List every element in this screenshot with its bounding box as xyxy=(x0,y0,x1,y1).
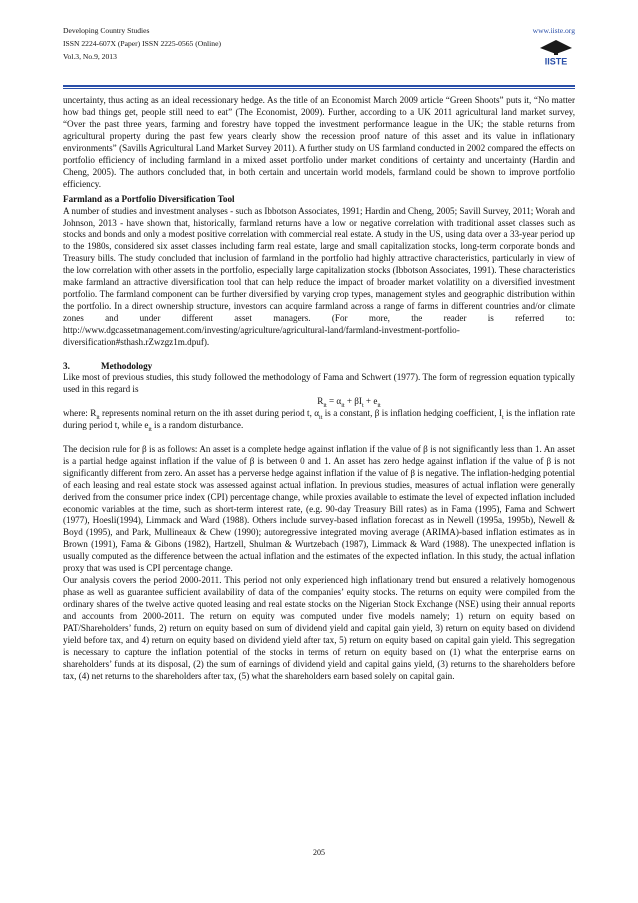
decision-rule-paragraph: The decision rule for β is as follows: An asset is a complete hedge against inflation if the value of β is not significantly less than 1. An asset is a partial hedge against inflation if the value of β is between 0 and 1. An asset has zero hedge against inflation if the value of β is not significantly different from zero. An asset has a perverse hedge against inflation if the value of β is negative. The inflation-hedging potential of each leasing and real estate stock was assessed against actual inflation. In previous studies, measures of actual inflation were generally derived from the consumer price index (CPI) percentage change, while proxies available to estimate the level of expected inflation included economic variables at the time, such as short-term interest rate, (e.g. 90-day Treasury Bill rates) as in Fama (1995), Fama and Schwert (1977), Hoesli(1994), Limmack and Ward (1988). Others include survey-based inflation forecast as in Newell (1995a, 1995b), Newell & Boyd (1995), and Park, Mullineaux & Chew (1990); autoregressive integrated moving average (ARIMA)-based inflation estimates as in Brown (1991), Fama & Gibons (1982), Hartzell, Shulman & Wurtzebach (1987), Limmack & Ward (1988). The unexpected inflation is usually computed as the difference between the actual inflation and the estimates of the expected inflation. In this study, the actual inflation proxy that was used is CPI percentage change. xyxy=(63,443,575,574)
page-body xyxy=(63,95,575,683)
journal-url-link[interactable]: www.iiste.org xyxy=(532,26,575,35)
iiste-logo xyxy=(539,39,573,66)
journal-name: Developing Country Studies xyxy=(63,26,150,35)
equation-definition: where: $R_{it}$ represents nominal return on the ith asset during period t, $\alpha_{it}$ is a constant, β is inflation hedging coefficient, $I_t$ is the inflation rate during period t, while $e_{it}$ is a random disturbance. xyxy=(63,408,576,434)
section-title: Methodology xyxy=(101,360,153,371)
logo-text: IISTE xyxy=(544,56,568,66)
section-number: 3. xyxy=(63,360,70,371)
page-number: 205 xyxy=(313,848,325,857)
intro-paragraph: uncertainty, thus acting as an ideal recessionary hedge. As the title of an Economist March 2009 article “Green Shoots” puts it, “No matter how bad things get, people still need to eat” (The Economist, 2009). Further, according to a UK 2011 agricultural land market survey, “Over the past three years, farming and forestry have topped the investment performance league in the UK; the stable returns from agricultural property during the past few years clearly show the recession proof nature of this asset and its value in inflationary environments” (Savills Agricultural Land Market Survey 2011). A further study on US farmland conducted in 2002 compared the effects on portfolio efficiency of including farmland in a mixed asset portfolio under market conditions of certainty and uncertainty (Hardin and Cheng, 2005). The authors concluded that, in both certain and uncertain world models, farmland could be shown to improve portfolio efficiency. xyxy=(63,95,575,189)
regression-equation: $R_{it} = \alpha_{it} + \beta I_t + e_{it}$ xyxy=(317,396,381,410)
methodology-intro: Like most of previous studies, this study followed the methodology of Fama and Schwert (1977). The form of regression equation typically used in this regard is xyxy=(63,372,575,395)
page-header xyxy=(63,24,575,104)
analysis-period-paragraph: Our analysis covers the period 2000-2011. This period not only experienced high inflationary trend but ensured a relatively homogenous phase as well as guarantee sufficient availability of data of the companies’ equity stocks. The returns on equity were compiled from the ordinary shares of the twelve active quoted leasing and real estate stocks on the Nigerian Stock Exchange (NSE) using their annual reports and accounts from 2000-2011. The return on equity was computed under five models namely; 1) return on equity based on PAT/Shareholders’ funds, 2) return on equity based on sum of dividend yield and capital gain yield, 3) return on equity based on dividend yield before tax, and 4) return on equity based on dividend yield after tax, 5) return on equity based on capital gain yield. This segregation is necessary to capture the inflation potential of the stocks in terms of return on equity based on (1) what the enterprise earns on shareholders’ funds at its disposal, (2) the sum of earnings of dividend yield and capital gains yield, (3) returns to the shareholders before tax, (4) net returns to the shareholders after tax, (5) what the shareholders earn based solely on capital gain. xyxy=(63,575,575,681)
journal-issn: ISSN 2224-607X (Paper) ISSN 2225-0565 (Online) xyxy=(63,39,221,48)
farmland-paragraph: A number of studies and investment analyses - such as Ibbotson Associates, 1991; Hardin and Cheng, 2005; Savill Survey, 2011; Worah and Johnson, 2013 - have shown that, historically, farmland returns have a low or negative correlation with traditional asset classes such as stocks and bonds and only a modest positive correlation with commercial real estate. A study in the US, using data over a 33-year period up to the 1980s, considered six asset classes including farm real estate, large and small capitalization stocks, long-term corporate bonds and Treasury bills. The study concluded that inclusion of farmland in the portfolio had highly attractive characteristics, particularly in view of the low correlation with other assets in the portfolio, especially large capitalization stocks (Ibbotson Associates, 1991). These characteristics make farmland an attractive diversification tool that can help reduce the impact of broader market volatility on a diversified investment portfolio. The farmland component can be further diversified by varying crop types, management styles and geographic distribution within the portfolio. In a direct ownership structure, investors can acquire farmland across a range of farms in different countries and/or climate zones and under different asset managers. (For more, the reader is referred to: http://www.dgcassetmanagement.com/investing/agriculture/agricultural-land/farmland-investment-portfolio-diversification#sthash.rZwzgz1m.dpuf). xyxy=(63,205,575,348)
header-rule-thin xyxy=(63,88,575,89)
journal-volume: Vol.3, No.9, 2013 xyxy=(63,52,117,61)
header-rule xyxy=(63,85,575,87)
methodology-heading xyxy=(63,361,575,373)
farmland-heading: Farmland as a Portfolio Diversification Tool xyxy=(63,193,235,204)
